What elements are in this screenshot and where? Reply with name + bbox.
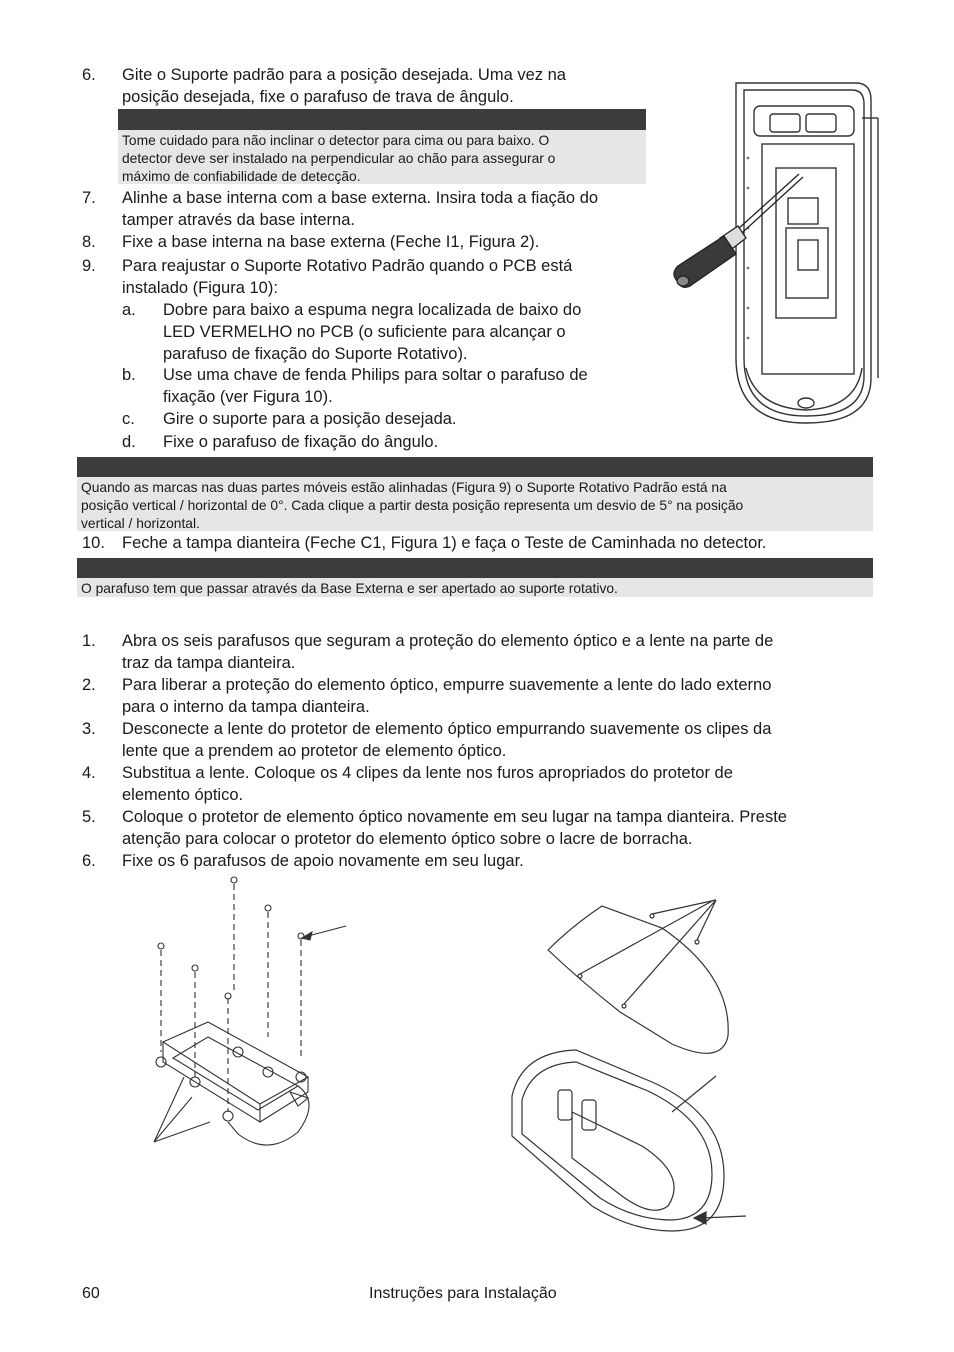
step-text-line: Dobre para baixo a espuma negra localizada de baixo do — [163, 301, 582, 319]
step-text-line: tamper através da base interna. — [122, 211, 355, 229]
step-text-line: atenção para colocar o protetor do elemento óptico sobre o lacre de borracha. — [122, 830, 693, 848]
step-number: 4. — [82, 764, 96, 782]
substep-letter: d. — [122, 433, 136, 451]
note-line: Tome cuidado para não inclinar o detector para cima ou para baixo. O — [122, 133, 550, 148]
step-number: 1. — [82, 632, 96, 650]
footer-title: Instruções para Instalação — [369, 1285, 557, 1302]
step-text-line: instalado (Figura 10): — [122, 279, 278, 297]
note-header-bar — [118, 109, 646, 130]
step-number: 10. — [82, 534, 105, 552]
substep-letter: b. — [122, 366, 136, 384]
step-text-line: LED VERMELHO no PCB (o suficiente para alcançar o — [163, 323, 566, 341]
substep-letter: c. — [122, 410, 135, 428]
note-line: posição vertical / horizontal de 0°. Cada clique a partir desta posição representa um desvio de 5° na posição — [81, 498, 744, 513]
step-text-line: parafuso de fixação do Suporte Rotativo). — [163, 345, 468, 363]
step-text-line: posição desejada, fixe o parafuso de trava de ângulo. — [122, 88, 514, 106]
step-number: 3. — [82, 720, 96, 738]
step-number: 5. — [82, 808, 96, 826]
step-number: 7. — [82, 189, 96, 207]
note-line: Quando as marcas nas duas partes móveis estão alinhadas (Figura 9) o Suporte Rotativo Padrão está na — [81, 480, 727, 495]
step-text-line: para o interno da tampa dianteira. — [122, 698, 370, 716]
substep-letter: a. — [122, 301, 136, 319]
page-number: 60 — [82, 1285, 100, 1302]
step-text-line: fixação (ver Figura 10). — [163, 388, 333, 406]
note-box — [118, 130, 646, 184]
step-text-line: Para reajustar o Suporte Rotativo Padrão quando o PCB está — [122, 257, 573, 275]
step-text-line: Alinhe a base interna com a base externa. Insira toda a fiação do — [122, 189, 599, 207]
step-text-line: traz da tampa dianteira. — [122, 654, 296, 672]
note-box — [77, 578, 873, 597]
step-text-line: Feche a tampa dianteira (Feche C1, Figura 1) e faça o Teste de Caminhada no detector. — [122, 534, 767, 552]
step-text-line: Use uma chave de fenda Philips para soltar o parafuso de — [163, 366, 588, 384]
step-text-line: Fixe o parafuso de fixação do ângulo. — [163, 433, 439, 451]
step-text-line: elemento óptico. — [122, 786, 244, 804]
lens-front-cover-illustration — [492, 886, 752, 1238]
step-text-line: Fixe os 6 parafusos de apoio novamente em seu lugar. — [122, 852, 524, 870]
step-number: 8. — [82, 233, 96, 251]
step-text-line: Para liberar a proteção do elemento óptico, empurre suavemente a lente do lado externo — [122, 676, 772, 694]
note-line: vertical / horizontal. — [81, 516, 200, 531]
detector-screwdriver-illustration — [666, 78, 888, 430]
step-number: 6. — [82, 66, 96, 84]
step-text-line: Substitua a lente. Coloque os 4 clipes da lente nos furos apropriados do protetor de — [122, 764, 733, 782]
step-text-line: Abra os seis parafusos que seguram a proteção do elemento óptico e a lente na parte de — [122, 632, 774, 650]
note-box — [77, 477, 873, 531]
note-header-bar — [77, 457, 873, 477]
note-header-bar — [77, 558, 873, 578]
step-text-line: Fixe a base interna na base externa (Feche I1, Figura 2). — [122, 233, 540, 251]
step-text-line: Coloque o protetor de elemento óptico novamente em seu lugar na tampa dianteira. Preste — [122, 808, 787, 826]
note-line: máximo de confiabilidade de detecção. — [122, 169, 361, 184]
step-number: 6. — [82, 852, 96, 870]
note-line: O parafuso tem que passar através da Base Externa e ser apertado ao suporte rotativo. — [81, 581, 618, 596]
step-text-line: Gite o Suporte padrão para a posição desejada. Uma vez na — [122, 66, 566, 84]
note-line: detector deve ser instalado na perpendicular ao chão para assegurar o — [122, 151, 556, 166]
step-number: 2. — [82, 676, 96, 694]
step-text-line: lente que a prendem ao protetor de elemento óptico. — [122, 742, 507, 760]
step-text-line: Desconecte a lente do protetor de elemento óptico empurrando suavemente os clipes da — [122, 720, 772, 738]
step-number: 9. — [82, 257, 96, 275]
optical-element-screws-illustration — [148, 872, 358, 1162]
step-text-line: Gire o suporte para a posição desejada. — [163, 410, 457, 428]
